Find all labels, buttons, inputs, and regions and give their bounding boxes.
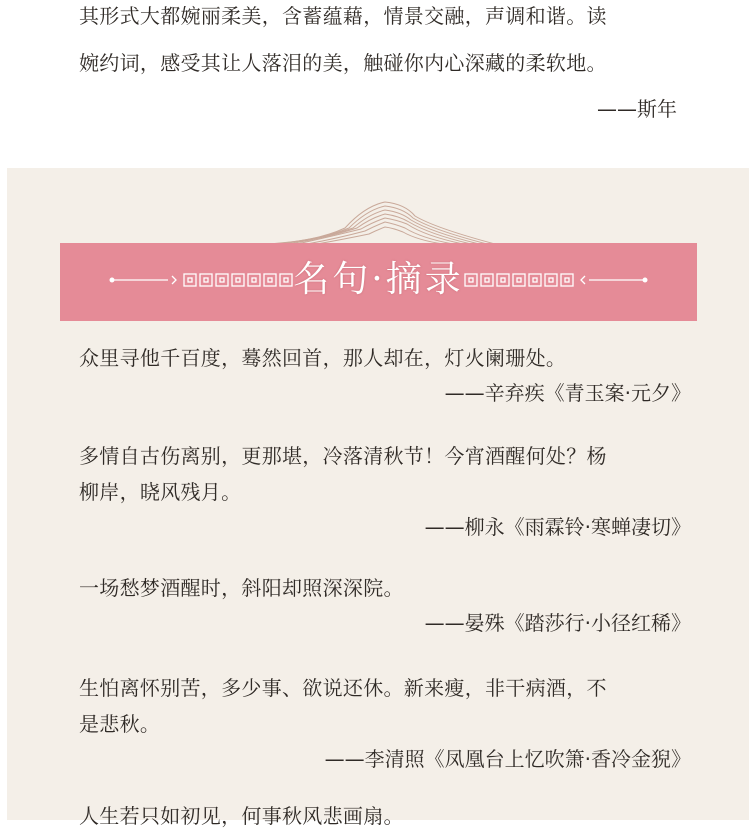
fret-ornament-right-icon: [439, 267, 649, 293]
intro-text-line-1: 其形式大都婉丽柔美，含蓄蕴藉，情景交融，声调和谐。读: [79, 4, 607, 28]
quote-text: 生怕离怀别苦，多少事、欲说还休。新来瘦，非干病酒，不: [79, 676, 607, 700]
quote-source: ——李清照《凤凰台上忆吹箫·香冷金猊》: [324, 747, 691, 771]
quote-item: [79, 798, 691, 834]
quote-item: [79, 438, 691, 544]
quote-item: [79, 340, 691, 410]
intro-author: ——斯年: [597, 97, 677, 121]
intro-block: [0, 0, 755, 168]
section-banner: [60, 243, 697, 321]
section-title: 名句·摘录: [293, 259, 464, 300]
quote-text: 人生若只如初见，何事秋风悲画扇。: [79, 804, 404, 828]
intro-text-line-2: 婉约词，感受其让人落泪的美，触碰你内心深藏的柔软地。: [79, 51, 607, 75]
quote-source: ——晏殊《踏莎行·小径红稀》: [424, 611, 691, 635]
quote-text: 多情自古伤离别，更那堪，冷落清秋节！今宵酒醒何处？杨: [79, 444, 607, 468]
quote-source: ——柳永《雨霖铃·寒蝉凄切》: [424, 515, 691, 539]
quote-text: 是悲秋。: [79, 712, 161, 736]
quote-text: 一场愁梦酒醒时，斜阳却照深深院。: [79, 576, 404, 600]
quote-text: 众里寻他千百度，蓦然回首，那人却在，灯火阑珊处。: [79, 346, 567, 370]
quote-text: 柳岸，晓风残月。: [79, 480, 242, 504]
quotes-section: [7, 168, 749, 828]
quote-item: [79, 670, 691, 776]
quote-item: [79, 570, 691, 640]
mountain-decoration: [265, 198, 495, 246]
quote-source: ——辛弃疾《青玉案·元夕》: [444, 381, 691, 405]
